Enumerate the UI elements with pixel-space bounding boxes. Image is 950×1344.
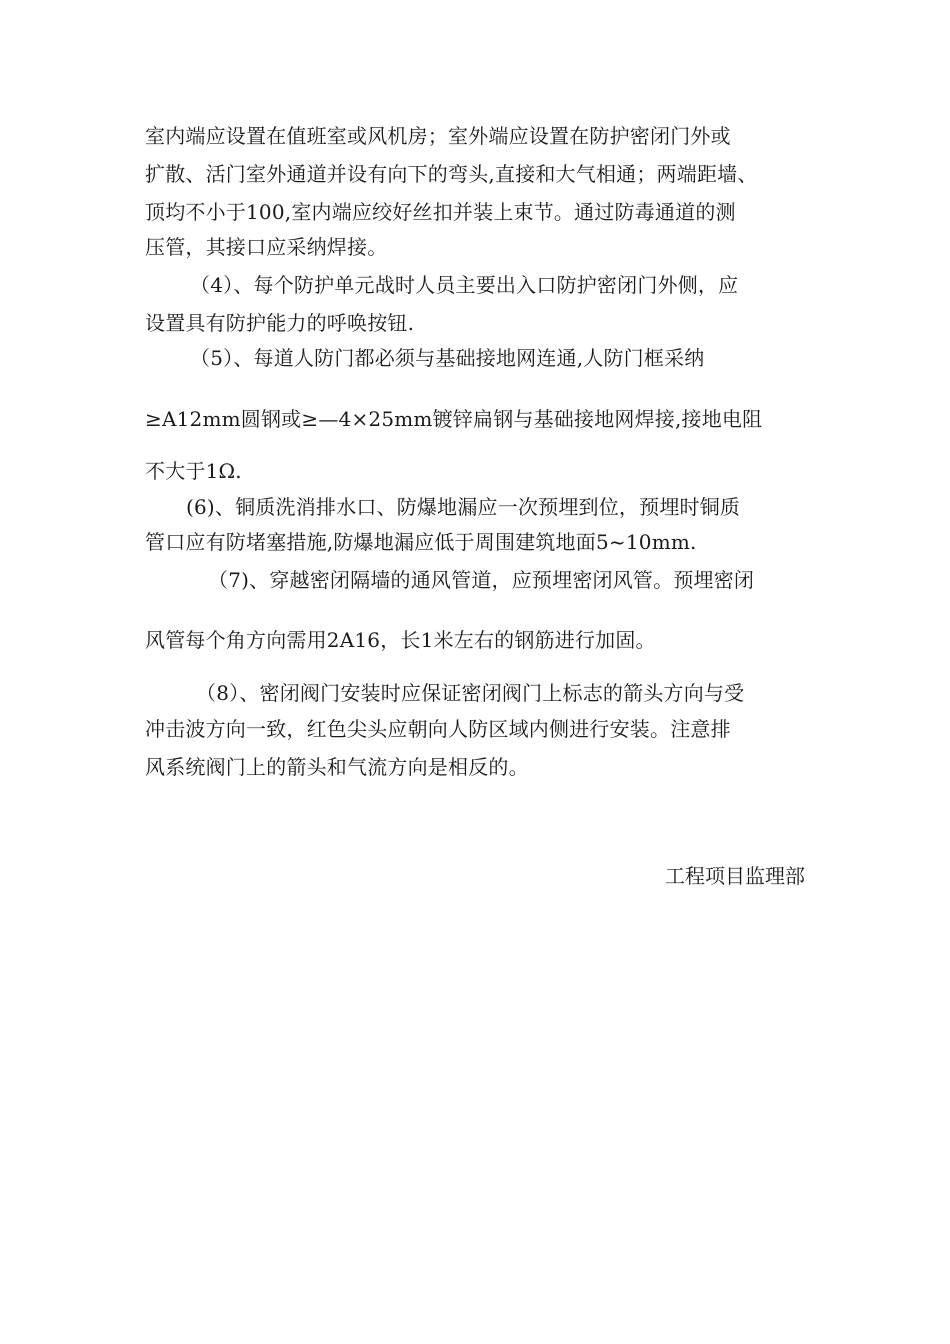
paragraph-line: （7)、穿越密闭隔墙的通风管道，应预埋密闭风管。预埋密闭 <box>208 568 755 592</box>
paragraph-line: （8）、密闭阀门安装时应保证密闭阀门上标志的箭头方向与受 <box>196 681 745 705</box>
signature: 工程项目监理部 <box>665 864 805 888</box>
paragraph-line: 室内端应设置在值班室或风机房；室外端应设置在防护密闭门外或 <box>145 124 731 148</box>
paragraph-line: 风系统阀门上的箭头和气流方向是相反的。 <box>145 755 529 779</box>
paragraph-line: 扩散、活门室外通道并设有向下的弯头,直接和大气相通；两端距墙、 <box>145 162 758 186</box>
paragraph-line: 风管每个角方向需用2A16，长1米左右的钢筋进行加固。 <box>145 628 656 652</box>
paragraph-line: (6)、铜质洗消排水口、防爆地漏应一次预埋到位，预埋时铜质 <box>186 495 741 519</box>
paragraph-line: （5）、每道人防门都必须与基础接地网连通,人防门框采纳 <box>190 346 705 370</box>
paragraph-line: 设置具有防护能力的呼唤按钮. <box>145 311 415 335</box>
paragraph-line: 冲击波方向一致，红色尖头应朝向人防区域内侧进行安装。注意排 <box>145 717 731 741</box>
paragraph-line: 不大于1Ω. <box>145 459 242 483</box>
paragraph-line: 压管，其接口应采纳焊接。 <box>145 235 388 259</box>
paragraph-line: 顶均不小于100,室内端应绞好丝扣并装上束节。通过防毒通道的测 <box>145 200 736 224</box>
paragraph-line: 管口应有防堵塞措施,防爆地漏应低于周围建筑地面5~10mm. <box>145 530 697 554</box>
paragraph-line: ≥A12mm圆钢或≥—4×25mm镀锌扁钢与基础接地网焊接,接地电阻 <box>145 407 763 431</box>
paragraph-line: （4）、每个防护单元战时人员主要出入口防护密闭门外侧，应 <box>190 273 739 297</box>
